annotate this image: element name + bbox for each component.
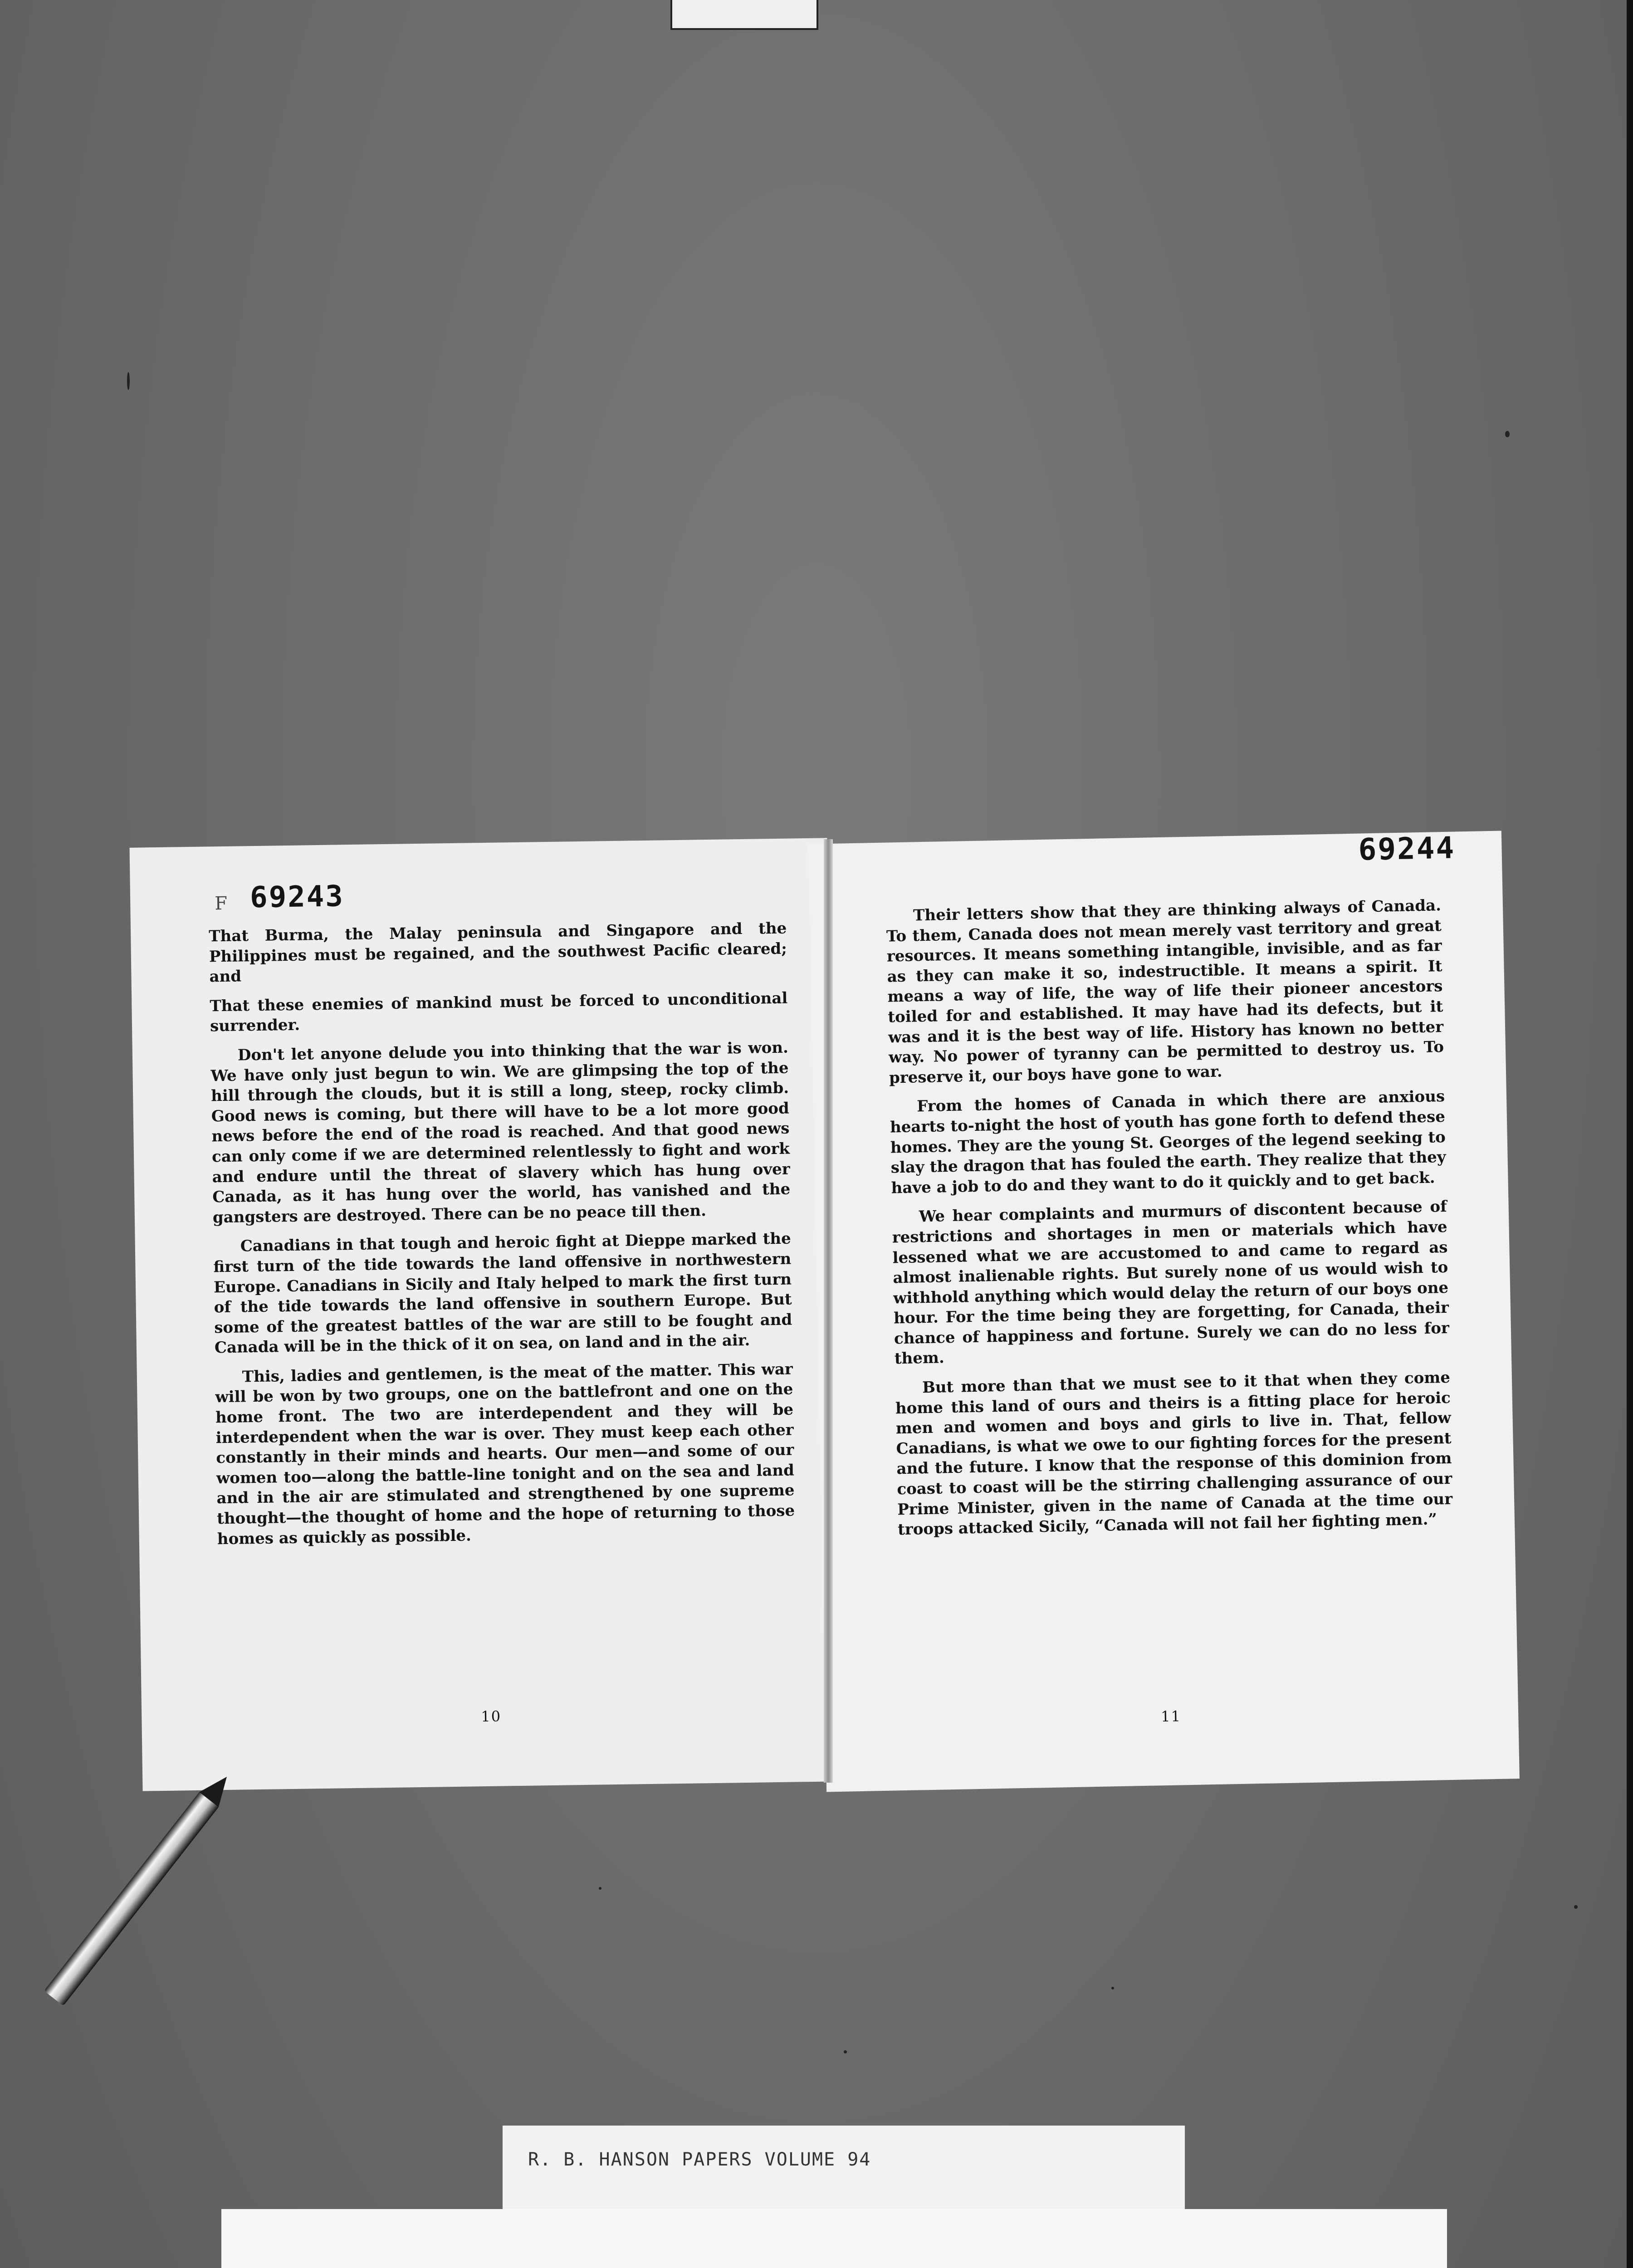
stamp-number-left: 69243 xyxy=(249,880,345,915)
pen-pointer xyxy=(40,1766,240,2009)
page-body-right xyxy=(886,895,1453,1540)
paragraph: Canadians in that tough and heroic fight at Dieppe marked the first turn of the tide towards the land offensive in northwestern Europe. Canadians in Sicily and Italy helped to mark the first turn of the tide towards the land offensive in southern Europe. But some of the greatest battles of the war are still to be fought and Canada will be in the thick of it on sea, on land and in the air. xyxy=(213,1229,792,1357)
booklet-spine-fold xyxy=(824,839,833,1783)
paragraph: From the homes of Canada in which there are anxious hearts to-night the host of youth has gone forth to defend these homes. They are the young St. Georges of the legend seeking to slay the dragon that has fouled the earth. They realize that they have a job to do and they want to do it quickly and to get back. xyxy=(890,1087,1446,1198)
collection-label-text: R. B. HANSON PAPERS VOLUME 94 xyxy=(528,2149,871,2170)
dust-speck xyxy=(127,372,130,390)
paragraph: But more than that we must see to it that when they come home this land of ours and theirs is a fitting place for heroic men and women and boys and girls to live in. That, fellow Canadians, is what we owe to our fighting forces for the present and the future. I know that the response of this dominion from coast to coast will be the stirring challenging assurance of our Prime Minister, given in the name of Canada at the time our troops attacked Sicily, “Canada will not fail her fighting men.” xyxy=(895,1368,1453,1539)
paragraph: Their letters show that they are thinking always of Canada. To them, Canada does not mean merely vast territory and great resources. It means something intangible, invisible, and as far as they can make it so, indestructible. It means a spirit. It means a way of life, the way of life their pioneer ancestors toiled for and established. It may have had its defects, but it was and it is the best way of life. History has known no better way. No power of tyranny can be permitted to destroy us. To preserve it, our boys have gone to war. xyxy=(886,896,1444,1087)
booklet-page-left xyxy=(130,838,841,1791)
page-number-left: 10 xyxy=(481,1707,502,1725)
dust-speck xyxy=(599,1887,601,1890)
film-edge xyxy=(1627,0,1633,2268)
paragraph: This, ladies and gentlemen, is the meat of the matter. This war will be won by two groups, one on the battlefront and one on the home front. The two are interdependent and they will be interdependent when the war is over. They must keep each other constantly in their minds and hearts. Our men—and some of our women too—along the battle-line tonight and on the sea and land and in the air are stimulated and strengthened by one supreme thought—the thought of home and the hope of returning to those homes as quickly as possible. xyxy=(215,1360,795,1548)
page-body-left xyxy=(209,919,795,1549)
paragraph: That Burma, the Malay peninsula and Singapore and the Philippines must be regained, and the southwest Pacific cleared; and xyxy=(209,919,787,986)
pen-body xyxy=(44,1791,220,2006)
film-leader-strip xyxy=(670,0,818,30)
dust-speck xyxy=(1505,431,1510,437)
collection-label xyxy=(503,2126,1185,2216)
paragraph: We hear complaints and murmurs of discontent because of restrictions and shortages in men or materials which have lessened what we are accustomed to and came to regard as almost inalienable rights. But surely none of us would wish to withhold anything which would delay the return of our boys one hour. For the time being they are forgetting, for Canada, their chance of happiness and fortune. Surely we can do no less for them. xyxy=(892,1198,1450,1368)
stamp-number-right: 69244 xyxy=(1358,830,1456,867)
dust-speck xyxy=(844,2050,847,2053)
archives-card xyxy=(221,2209,1447,2268)
page-number-right: 11 xyxy=(1160,1707,1182,1725)
paragraph: Don't let anyone delude you into thinking that the war is won. We have only just begun to win. We are glimpsing the top of the hill through the clouds, but it is still a long, steep, rocky climb. Good news is coming, but there will have to be a lot more good news before the end of the road is reached. And that good news can only come if we are determined relentlessly to fight and work and endure until the threat of slavery which has hung over Canada, as it has hung over the world, has vanished and the gangsters are destroyed. There can be no peace till then. xyxy=(210,1038,791,1227)
dust-speck xyxy=(1111,1987,1114,1989)
booklet-page-right xyxy=(808,831,1520,1792)
dust-speck xyxy=(1574,1905,1578,1909)
stamp-prefix: F xyxy=(214,893,228,914)
paragraph: That these enemies of mankind must be forced to unconditional surrender. xyxy=(210,989,788,1036)
